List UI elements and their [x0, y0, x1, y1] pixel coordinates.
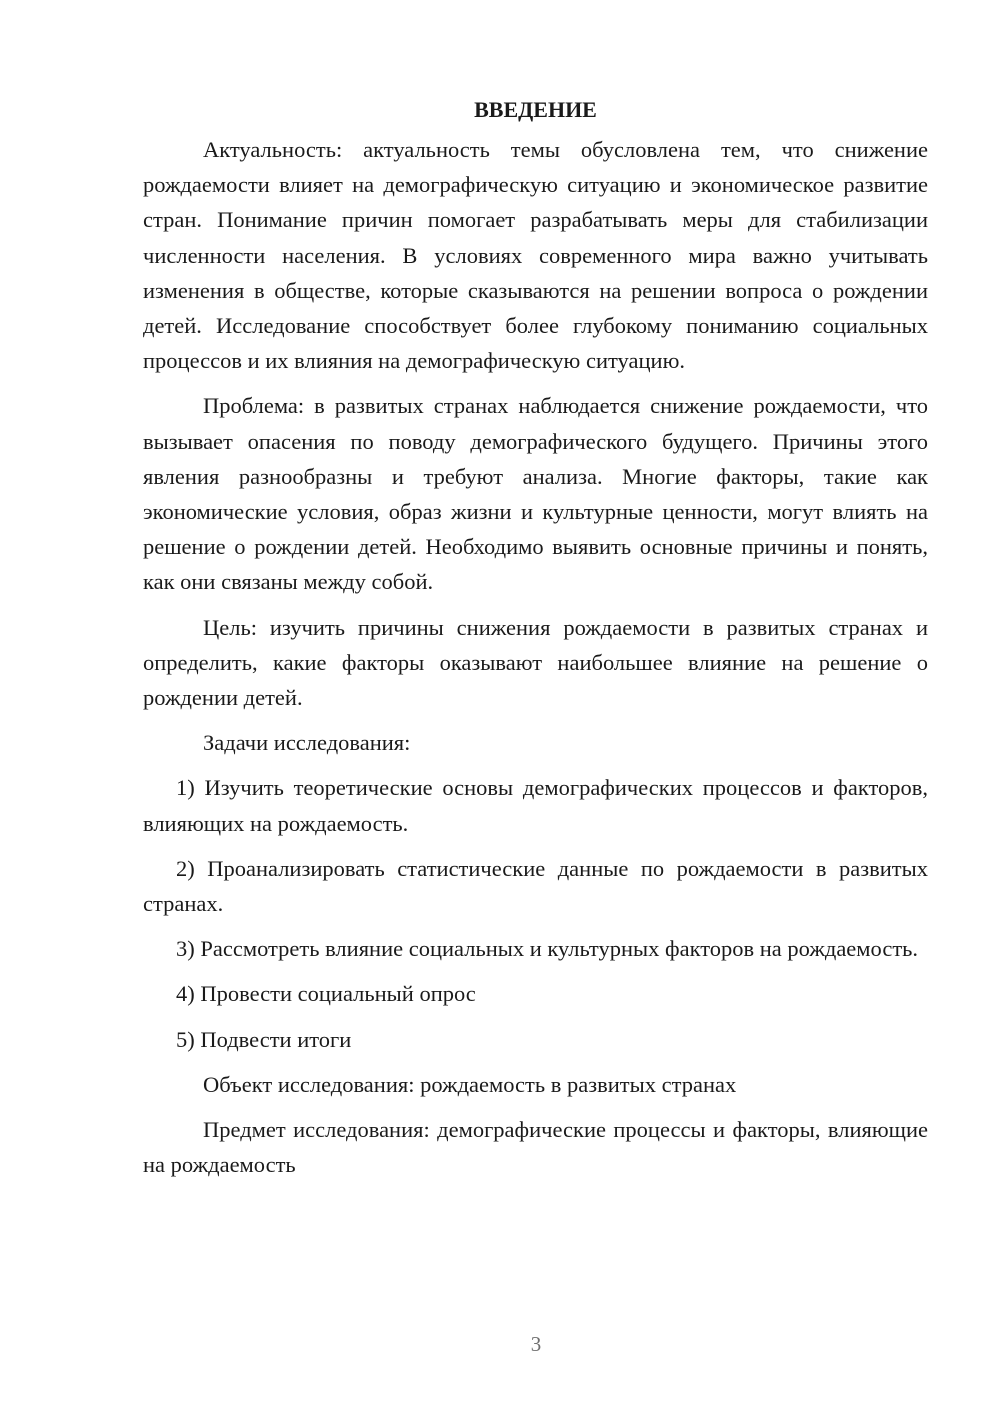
- page-number: 3: [530, 1332, 542, 1356]
- subject-paragraph: Предмет исследования: демографические процессы и факторы, влияющие на рождаемость: [143, 1117, 928, 1178]
- problem-paragraph: Проблема: в развитых странах наблюдается снижение рождаемости, что вызывает опасения по поводу демографического будущего. Причины этого явления разнообразны и требуют анализа. Многие факторы, такие как экономические условия, образ жизни и культурные ценности, могут влиять на решение о рождении детей. Необходимо выявить основные причины и понять, как они связаны между собой.: [143, 393, 928, 595]
- tasks-heading: Задачи исследования:: [203, 730, 411, 756]
- task-item-4: 4) Провести социальный опрос: [176, 981, 476, 1007]
- task-item-3: 3) Рассмотреть влияние социальных и культурных факторов на рождаемость.: [176, 936, 919, 962]
- document-page: [143, 92, 928, 1192]
- task-item-1: 1) Изучить теоретические основы демографических процессов и факторов, влияющих на рождаемость.: [143, 775, 928, 836]
- relevance-paragraph: Актуальность: актуальность темы обусловлена тем, что снижение рождаемости влияет на демографическую ситуацию и экономическое развитие стран. Понимание причин помогает разрабатывать меры для стабилизации численности населения. В условиях современного мира важно учитывать изменения в обществе, которые сказываются на решении вопроса о рождении детей. Исследование способствует более глубокому пониманию социальных процессов и их влияния на демографическую ситуацию.: [143, 137, 928, 374]
- object-paragraph: Объект исследования: рождаемость в развитых странах: [203, 1071, 737, 1097]
- task-item-5: 5) Подвести итоги: [176, 1026, 352, 1052]
- goal-paragraph: Цель: изучить причины снижения рождаемости в развитых странах и определить, какие факторы оказывают наибольшее влияние на решение о рождении детей.: [143, 614, 928, 711]
- task-item-2: 2) Проанализировать статистические данные по рождаемости в развитых странах.: [143, 855, 928, 917]
- section-title: ВВЕДЕНИЕ: [474, 97, 597, 122]
